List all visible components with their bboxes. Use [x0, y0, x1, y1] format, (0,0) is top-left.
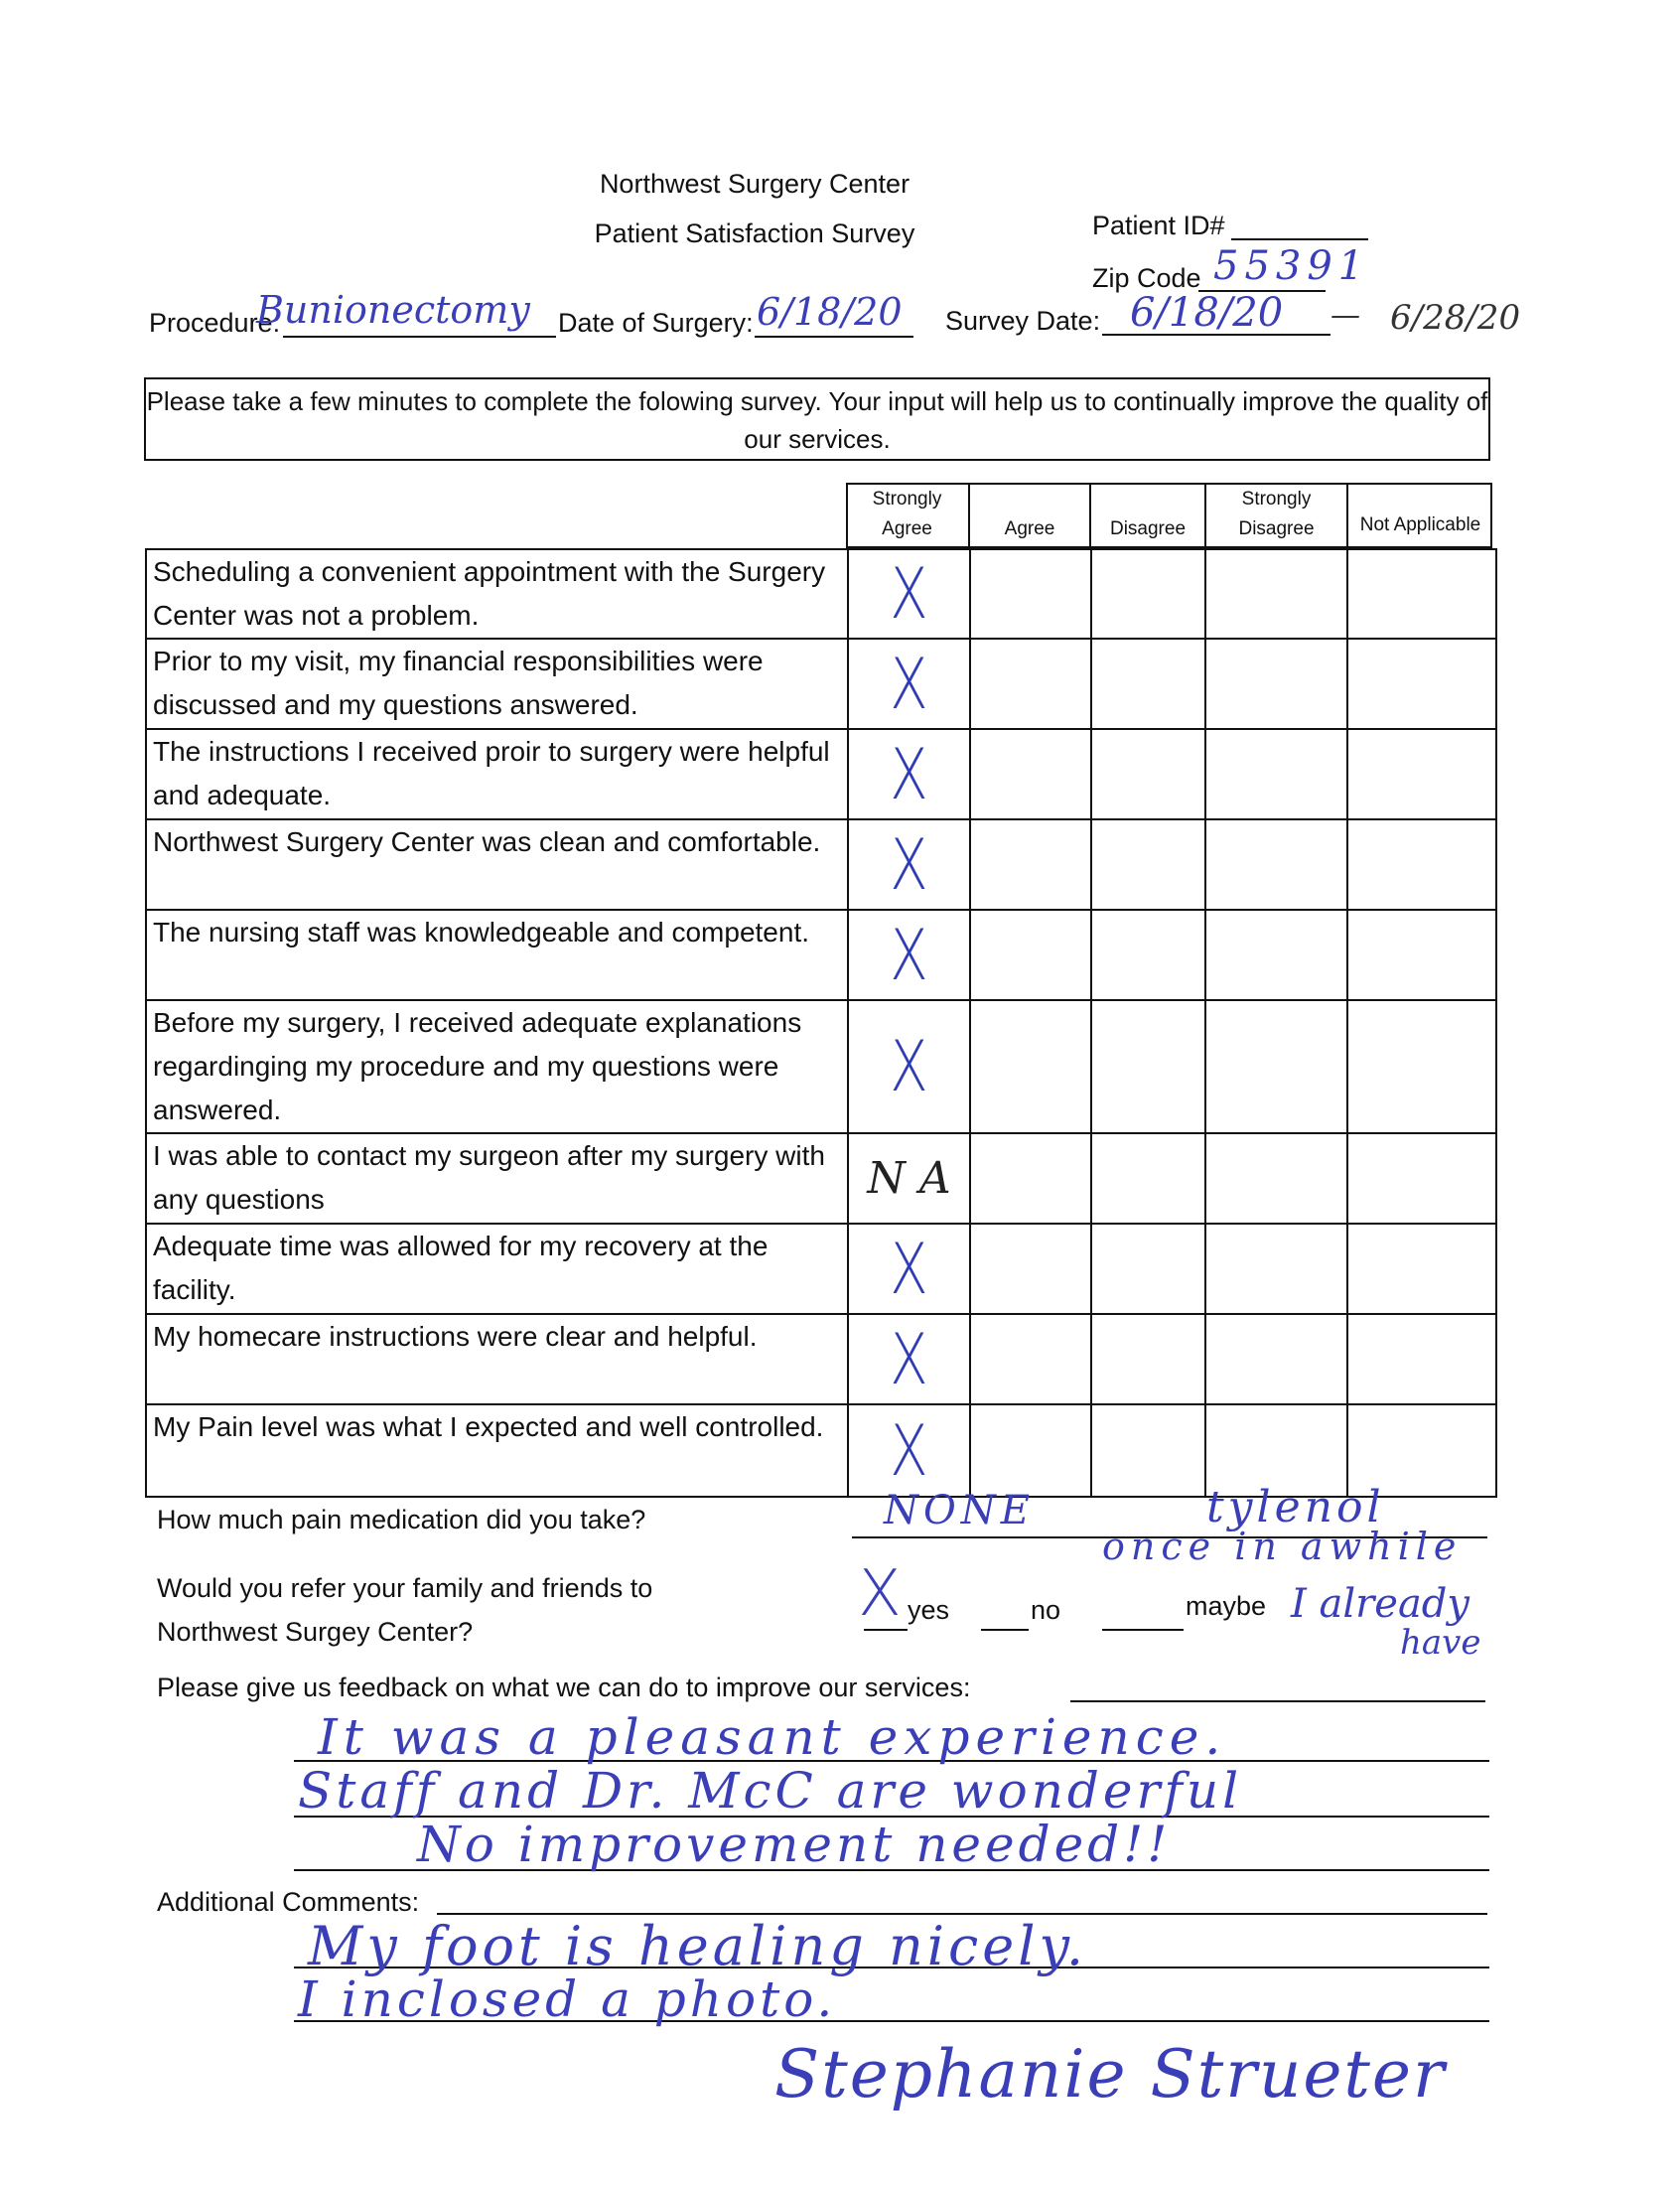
survey-row — [146, 639, 1496, 729]
procedure-value: Bunionectomy — [256, 288, 530, 332]
org-name: Northwest Surgery Center — [599, 169, 910, 199]
response-cell-not-applicable[interactable] — [1347, 549, 1496, 639]
survey-question: Prior to my visit, my financial responsibilities were discussed and my questions answered. — [146, 639, 848, 729]
response-cell-strongly-agree[interactable] — [848, 1404, 970, 1497]
survey-row — [146, 1224, 1496, 1314]
response-cell-strongly-agree[interactable] — [848, 1224, 970, 1314]
response-cell-not-applicable[interactable] — [1347, 729, 1496, 819]
response-cell-strongly-disagree[interactable] — [1205, 819, 1347, 910]
signature: Stephanie Strueter — [774, 2036, 1447, 2113]
date-of-surgery-field[interactable] — [755, 336, 913, 338]
refer-yes-mark: X — [858, 1557, 902, 1631]
response-mark: X — [890, 1318, 928, 1400]
col-strongly-disagree: Strongly Disagree — [1238, 489, 1315, 539]
col-not-applicable: Not Applicable — [1359, 514, 1481, 535]
response-cell-disagree[interactable] — [1091, 639, 1206, 729]
response-cell-strongly-agree[interactable] — [848, 729, 970, 819]
response-mark: N A — [867, 1153, 951, 1204]
feedback-line-0 — [1070, 1700, 1485, 1702]
response-cell-disagree[interactable] — [1091, 819, 1206, 910]
instructions-box: Please take a few minutes to complete the folowing survey. Your input will help us to continually improve the quality of our services. — [144, 377, 1490, 461]
pain-med-answer-2: tylenol — [1206, 1482, 1385, 1532]
survey-row — [146, 1314, 1496, 1404]
response-cell-strongly-disagree[interactable] — [1205, 639, 1347, 729]
procedure-label: Procedure: — [149, 308, 281, 338]
survey-question: Scheduling a convenient appointment with the Surgery Center was not a problem. — [146, 549, 848, 639]
response-mark: X — [890, 1409, 928, 1492]
survey-question: Adequate time was allowed for my recovery at the facility. — [146, 1224, 848, 1314]
refer-label-2: Northwest Surgey Center? — [157, 1617, 474, 1647]
feedback-text-1: It was a pleasant experience. — [318, 1708, 1227, 1766]
survey-row — [146, 549, 1496, 639]
response-cell-disagree[interactable] — [1091, 1314, 1206, 1404]
response-cell-disagree[interactable] — [1091, 729, 1206, 819]
response-cell-strongly-agree[interactable] — [848, 1314, 970, 1404]
response-cell-not-applicable[interactable] — [1347, 910, 1496, 1000]
feedback-text-3: No improvement needed!! — [417, 1816, 1172, 1873]
patient-id-field[interactable] — [1231, 238, 1368, 240]
response-cell-strongly-disagree[interactable] — [1205, 1314, 1347, 1404]
survey-row — [146, 729, 1496, 819]
response-mark: X — [890, 553, 928, 635]
procedure-field[interactable] — [283, 336, 556, 338]
response-cell-not-applicable[interactable] — [1347, 819, 1496, 910]
response-cell-agree[interactable] — [970, 819, 1091, 910]
survey-date-extra: 6/28/20 — [1390, 298, 1521, 338]
response-cell-strongly-disagree[interactable] — [1205, 729, 1347, 819]
pain-med-answer-1: NONE — [884, 1488, 1035, 1533]
survey-date-label: Survey Date: — [945, 306, 1101, 336]
survey-question: Before my surgery, I received adequate explanations regardinging my procedure and my questions were answered. — [146, 1000, 848, 1133]
response-cell-strongly-agree[interactable] — [848, 1133, 970, 1224]
refer-maybe-field[interactable] — [1102, 1629, 1184, 1631]
response-cell-strongly-agree[interactable] — [848, 1000, 970, 1133]
response-cell-strongly-agree[interactable] — [848, 819, 970, 910]
response-cell-not-applicable[interactable] — [1347, 1133, 1496, 1224]
comments-label: Additional Comments: — [157, 1887, 420, 1917]
response-mark: X — [890, 733, 928, 815]
response-cell-agree[interactable] — [970, 910, 1091, 1000]
feedback-label: Please give us feedback on what we can do to improve our services: — [157, 1673, 971, 1702]
response-cell-disagree[interactable] — [1091, 549, 1206, 639]
response-cell-strongly-disagree[interactable] — [1205, 910, 1347, 1000]
response-cell-strongly-agree[interactable] — [848, 910, 970, 1000]
response-cell-strongly-disagree[interactable] — [1205, 549, 1347, 639]
response-cell-disagree[interactable] — [1091, 1224, 1206, 1314]
response-cell-agree[interactable] — [970, 1000, 1091, 1133]
refer-note-2: have — [1400, 1623, 1481, 1663]
response-cell-not-applicable[interactable] — [1347, 1224, 1496, 1314]
survey-question: My homecare instructions were clear and helpful. — [146, 1314, 848, 1404]
survey-question: My Pain level was what I expected and well controlled. — [146, 1404, 848, 1497]
response-cell-not-applicable[interactable] — [1347, 1314, 1496, 1404]
response-cell-strongly-disagree[interactable] — [1205, 1000, 1347, 1133]
response-cell-agree[interactable] — [970, 1133, 1091, 1224]
pain-med-label: How much pain medication did you take? — [157, 1505, 646, 1534]
zip-code-label: Zip Code — [1092, 263, 1201, 293]
survey-row — [146, 910, 1496, 1000]
response-cell-agree[interactable] — [970, 1404, 1091, 1497]
refer-no-label: no — [1031, 1595, 1061, 1625]
col-strongly-agree: Strongly Agree — [872, 489, 942, 539]
survey-row — [146, 819, 1496, 910]
response-mark: X — [890, 914, 928, 996]
response-cell-agree[interactable] — [970, 729, 1091, 819]
response-mark: X — [890, 823, 928, 906]
response-cell-disagree[interactable] — [1091, 1000, 1206, 1133]
survey-title: Patient Satisfaction Survey — [594, 219, 915, 248]
survey-date-value: 6/18/20 — [1130, 290, 1284, 336]
pain-med-answer-3: once in awhile — [1102, 1525, 1463, 1568]
response-cell-disagree[interactable] — [1091, 1133, 1206, 1224]
survey-question: I was able to contact my surgeon after my surgery with any questions — [146, 1133, 848, 1224]
comments-text-1: My foot is healing nicely. — [308, 1915, 1087, 1977]
survey-question: The instructions I received proir to surgery were helpful and adequate. — [146, 729, 848, 819]
survey-row — [146, 1000, 1496, 1133]
response-cell-disagree[interactable] — [1091, 910, 1206, 1000]
survey-question: The nursing staff was knowledgeable and competent. — [146, 910, 848, 1000]
response-cell-not-applicable[interactable] — [1347, 1000, 1496, 1133]
refer-note-1: I already — [1291, 1581, 1470, 1627]
refer-label-1: Would you refer your family and friends to — [157, 1573, 653, 1603]
feedback-text-2: Staff and Dr. McC are wonderful — [298, 1762, 1243, 1820]
patient-id-label: Patient ID# — [1092, 211, 1225, 240]
response-mark: X — [890, 1026, 928, 1107]
response-cell-strongly-agree[interactable] — [848, 639, 970, 729]
survey-row — [146, 1133, 1496, 1224]
response-cell-strongly-agree[interactable] — [848, 549, 970, 639]
response-cell-agree[interactable] — [970, 549, 1091, 639]
response-cell-agree[interactable] — [970, 639, 1091, 729]
survey-table — [145, 548, 1497, 1498]
survey-question: Northwest Surgery Center was clean and comfortable. — [146, 819, 848, 910]
response-cell-not-applicable[interactable] — [1347, 639, 1496, 729]
response-cell-disagree[interactable] — [1091, 1404, 1206, 1497]
zip-code-value: 55391 — [1213, 243, 1370, 289]
response-mark: X — [890, 643, 928, 725]
survey-date-dash: — — [1330, 298, 1360, 333]
response-mark: X — [890, 1228, 928, 1310]
response-cell-agree[interactable] — [970, 1224, 1091, 1314]
col-disagree: Disagree — [1109, 518, 1187, 539]
refer-yes-label: yes — [908, 1595, 950, 1625]
refer-no-field[interactable] — [981, 1629, 1029, 1631]
response-cell-agree[interactable] — [970, 1314, 1091, 1404]
date-of-surgery-label: Date of Surgery: — [558, 308, 754, 338]
response-cell-strongly-disagree[interactable] — [1205, 1133, 1347, 1224]
col-agree: Agree — [1004, 518, 1055, 539]
comments-text-2: I inclosed a photo. — [298, 1970, 837, 2028]
response-cell-strongly-disagree[interactable] — [1205, 1224, 1347, 1314]
date-of-surgery-value: 6/18/20 — [757, 290, 903, 334]
refer-maybe-label: maybe — [1186, 1591, 1267, 1621]
